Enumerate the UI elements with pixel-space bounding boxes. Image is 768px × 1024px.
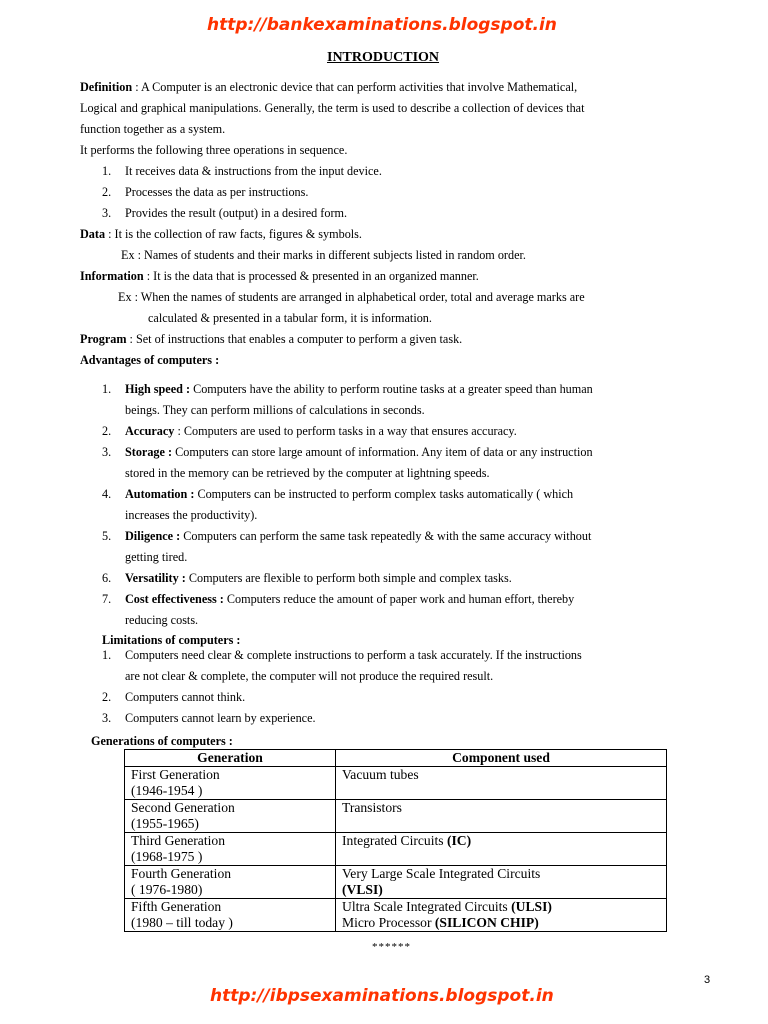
component-name: Integrated Circuits <box>342 833 447 848</box>
component-abbr: (IC) <box>446 833 472 848</box>
definition-line-3: function together as a system. <box>80 122 226 136</box>
table-row <box>125 866 667 899</box>
advantage-text: Computers reduce the amount of paper work and human effort, thereby <box>223 592 575 606</box>
advantage-text-cont: getting tired. <box>125 550 188 564</box>
advantage-num: 3. <box>102 445 112 459</box>
column-header-generation: Generation <box>125 750 336 767</box>
operation-item: Provides the result (output) in a desired form. <box>125 206 348 220</box>
advantage-label: Cost effectiveness : <box>125 592 224 606</box>
operation-item: Processes the data as per instructions. <box>125 185 309 199</box>
generation-name: Third Generation <box>131 833 225 848</box>
advantage-text: Computers can perform the same task repeatedly & with the same accuracy without <box>180 529 592 543</box>
advantage-label: High speed : <box>125 382 191 396</box>
advantage-text: Computers have the ability to perform routine tasks at a greater speed than human <box>190 382 593 396</box>
table-row <box>125 767 667 800</box>
advantage-num: 4. <box>102 487 112 501</box>
advantage-text-cont: beings. They can perform millions of calculations in seconds. <box>125 403 425 417</box>
program-definition <box>80 332 462 347</box>
page-title: INTRODUCTION <box>327 50 440 65</box>
component-name: Transistors <box>342 800 402 815</box>
component-abbr: (VLSI) <box>342 882 383 897</box>
generation-name: Fifth Generation <box>131 899 222 914</box>
limitations-heading <box>102 633 240 648</box>
header-url-link[interactable]: http://bankexaminations.blogspot.in <box>207 15 557 35</box>
limitation-num: 1. <box>102 648 112 662</box>
end-mark: ****** <box>372 941 411 953</box>
component-name: Vacuum tubes <box>342 767 419 782</box>
generation-years: ( 1976-1980) <box>131 882 203 897</box>
advantage-num: 7. <box>102 592 112 606</box>
advantage-item <box>125 529 591 544</box>
definition-label: Definition <box>80 80 133 94</box>
advantage-text-cont: stored in the memory can be retrieved by the computer at lightning speeds. <box>125 466 490 480</box>
component-cell <box>336 800 667 833</box>
advantages-heading <box>80 353 219 368</box>
data-text: : It is the collection of raw facts, figures & symbols. <box>105 227 362 241</box>
information-text: : It is the data that is processed & presented in an organized manner. <box>143 269 479 283</box>
component-abbr: (SILICON CHIP) <box>434 915 539 930</box>
table-row <box>125 899 667 932</box>
data-definition <box>80 227 362 242</box>
table-header-row <box>125 750 667 767</box>
generations-heading-text: Generations of computers : <box>91 734 233 748</box>
operation-num: 2. <box>102 185 112 199</box>
generation-cell <box>125 767 336 800</box>
advantage-item <box>125 592 574 607</box>
advantage-label: Automation : <box>125 487 195 501</box>
advantage-label: Versatility : <box>125 571 186 585</box>
limitation-num: 3. <box>102 711 112 725</box>
footer-url-link[interactable]: http://ibpsexaminations.blogspot.in <box>210 986 554 1006</box>
generation-cell <box>125 866 336 899</box>
page-number: 3 <box>704 974 711 986</box>
definition-text: : A Computer is an electronic device that can perform activities that involve Mathematical, <box>132 80 578 94</box>
component-name: Very Large Scale Integrated Circuits <box>342 866 541 881</box>
limitation-item: Computers need clear & complete instructions to perform a task accurately. If the instructions <box>125 648 582 662</box>
generation-years: (1980 – till today ) <box>131 915 233 930</box>
limitation-text-cont: are not clear & complete, the computer will not produce the required result. <box>125 669 494 683</box>
generation-years: (1946-1954 ) <box>131 783 203 798</box>
component-cell <box>336 866 667 899</box>
generation-name: Second Generation <box>131 800 235 815</box>
generation-years: (1955-1965) <box>131 816 199 831</box>
advantage-num: 1. <box>102 382 112 396</box>
advantage-item <box>125 571 512 586</box>
generation-name: Fourth Generation <box>131 866 232 881</box>
generations-heading <box>91 734 233 749</box>
advantage-text: : Computers are used to perform tasks in a way that ensures accuracy. <box>174 424 517 438</box>
advantage-item <box>125 382 593 397</box>
advantages-heading-text: Advantages of computers : <box>80 353 220 367</box>
advantage-num: 5. <box>102 529 112 543</box>
operation-num: 3. <box>102 206 112 220</box>
component-abbr: (ULSI) <box>511 899 552 914</box>
generation-years: (1968-1975 ) <box>131 849 203 864</box>
advantage-num: 2. <box>102 424 112 438</box>
component-name: Ultra Scale Integrated Circuits <box>342 899 512 914</box>
information-definition <box>80 269 479 284</box>
limitation-item: Computers cannot think. <box>125 690 246 704</box>
generation-cell <box>125 899 336 932</box>
component-name: Micro Processor <box>342 915 435 930</box>
advantage-text: Computers can store large amount of information. Any item of data or any instruction <box>172 445 593 459</box>
program-label: Program <box>80 332 127 346</box>
data-label: Data <box>80 227 106 241</box>
table-row <box>125 800 667 833</box>
information-example-line-1: Ex : When the names of students are arranged in alphabetical order, total and average marks are <box>118 290 585 304</box>
column-header-component: Component used <box>336 750 667 767</box>
advantage-text: Computers are flexible to perform both simple and complex tasks. <box>185 571 512 585</box>
advantage-item <box>125 487 573 502</box>
component-cell <box>336 767 667 800</box>
generation-cell <box>125 833 336 866</box>
definition-line-2: Logical and graphical manipulations. Generally, the term is used to describe a collection of devices that <box>80 101 585 115</box>
operations-intro: It performs the following three operations in sequence. <box>80 143 348 157</box>
operation-item: It receives data & instructions from the input device. <box>125 164 382 178</box>
advantage-text-cont: increases the productivity). <box>125 508 258 522</box>
program-text: : Set of instructions that enables a computer to perform a given task. <box>126 332 463 346</box>
definition-line-1 <box>80 80 577 95</box>
operation-num: 1. <box>102 164 112 178</box>
data-example: Ex : Names of students and their marks in different subjects listed in random order. <box>121 248 526 262</box>
generation-cell <box>125 800 336 833</box>
advantage-item <box>125 424 517 439</box>
limitation-num: 2. <box>102 690 112 704</box>
table-row <box>125 833 667 866</box>
limitations-heading-text: Limitations of computers : <box>102 633 241 647</box>
component-cell <box>336 833 667 866</box>
generations-table <box>124 749 667 932</box>
generation-name: First Generation <box>131 767 220 782</box>
component-cell <box>336 899 667 932</box>
advantage-label: Storage : <box>125 445 173 459</box>
advantage-text-cont: reducing costs. <box>125 613 199 627</box>
advantage-label: Accuracy <box>125 424 175 438</box>
advantage-label: Diligence : <box>125 529 181 543</box>
advantage-text: Computers can be instructed to perform complex tasks automatically ( which <box>194 487 574 501</box>
information-example-line-2: calculated & presented in a tabular form, it is information. <box>148 311 432 325</box>
information-label: Information <box>80 269 144 283</box>
limitation-item: Computers cannot learn by experience. <box>125 711 316 725</box>
advantage-item <box>125 445 593 460</box>
advantage-num: 6. <box>102 571 112 585</box>
